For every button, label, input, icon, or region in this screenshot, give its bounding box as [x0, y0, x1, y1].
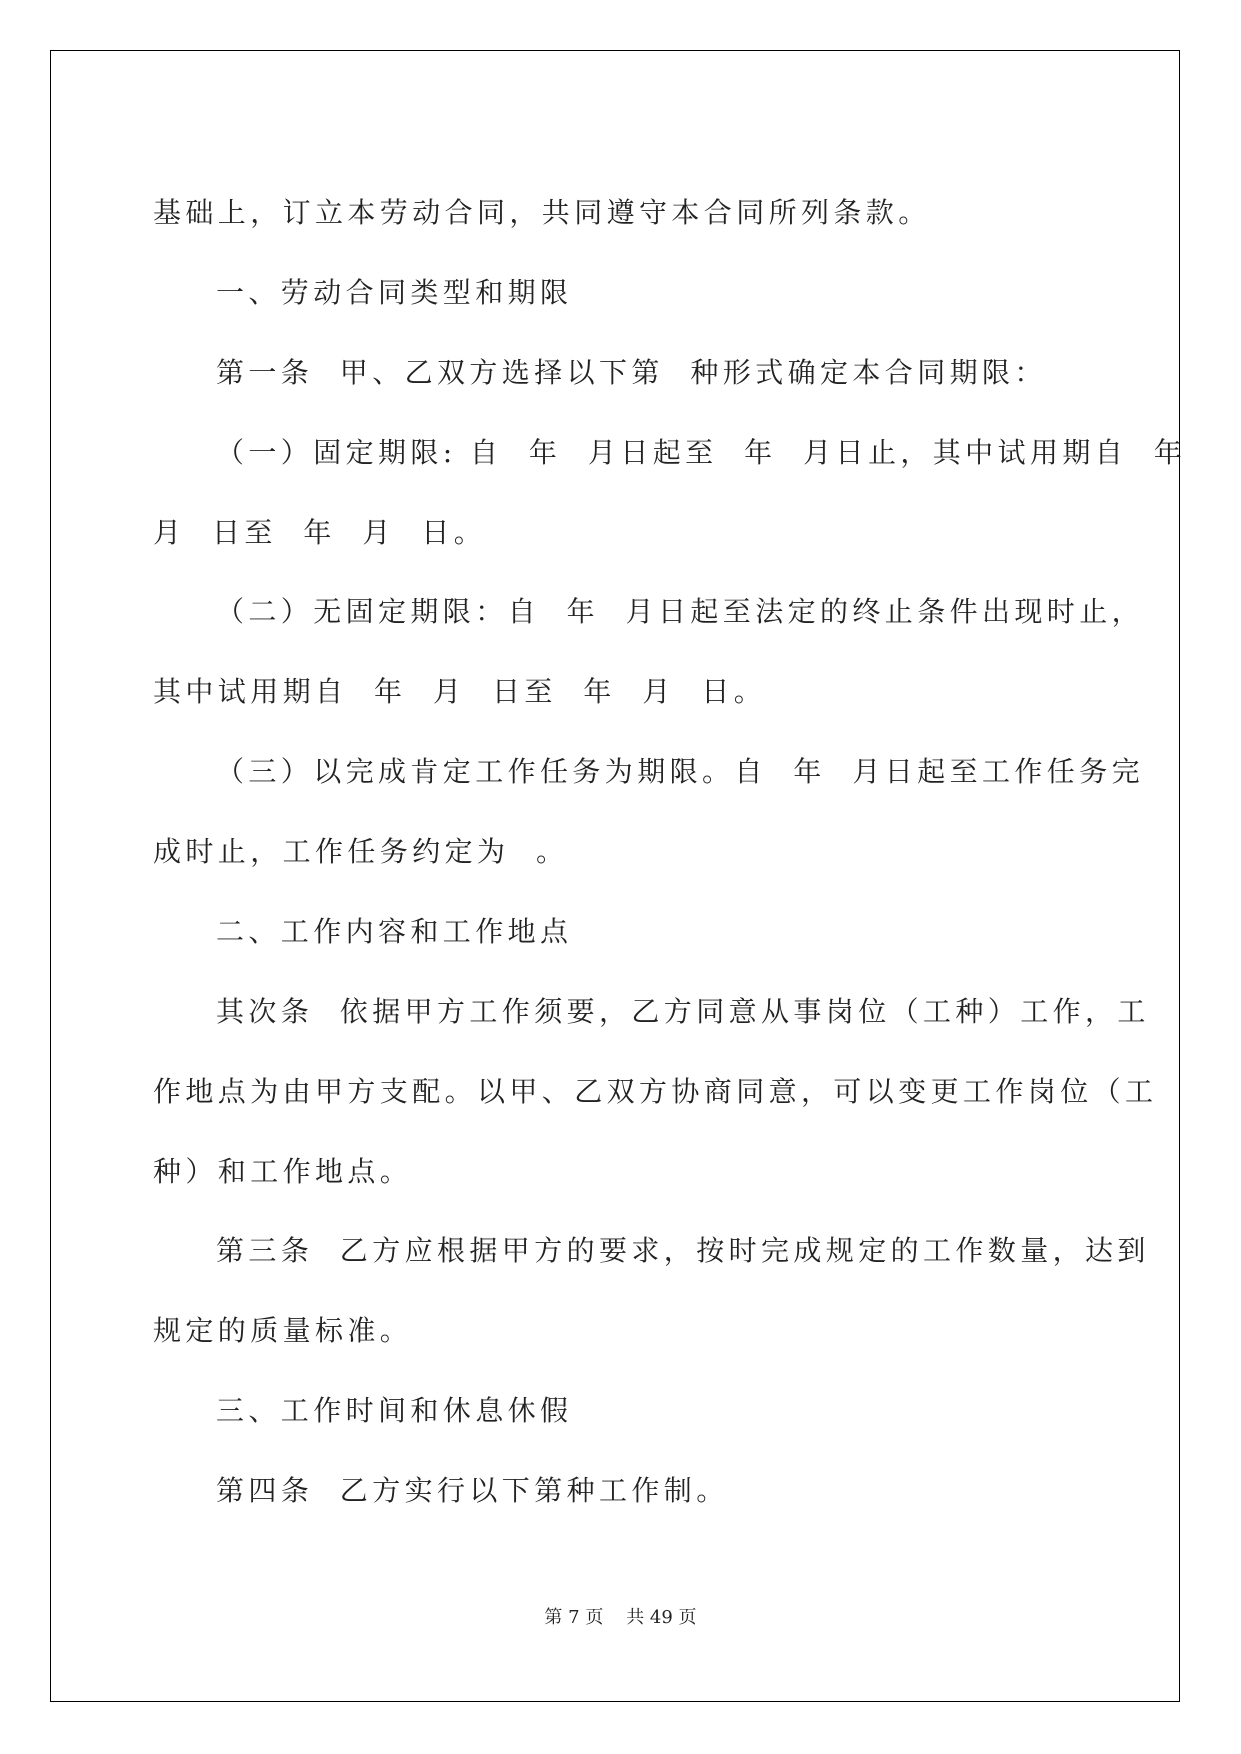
text-line: 其中试用期自 年 月 日至 年 月 日。: [153, 675, 767, 708]
text-line: 规定的质量标准。: [153, 1314, 413, 1347]
clause-text: （一）固定期限: 自 年 月日起至 年 月日止，其中试用期自 年: [216, 436, 1187, 469]
text-line: 基础上，订立本劳动合同，共同遵守本合同所列条款。: [153, 196, 931, 229]
document-page: [50, 50, 1187, 1702]
clause-text: （二）无固定期限：自 年 月日起至法定的终止条件出现时止，: [216, 595, 1145, 628]
section-heading: 三、工作时间和休息休假: [216, 1394, 573, 1427]
text-line: 月 日至 年 月 日。: [153, 516, 487, 549]
clause-text: 第三条 乙方应根据甲方的要求，按时完成规定的工作数量，达到: [216, 1234, 1150, 1267]
clause-text: （三）以完成肯定工作任务为期限。自 年 月日起至工作任务完: [216, 755, 1145, 788]
clause-text: 第一条 甲、乙双方选择以下第 种形式确定本合同期限：: [216, 356, 1047, 389]
section-heading: 一、劳动合同类型和期限: [216, 276, 573, 309]
section-heading: 二、工作内容和工作地点: [216, 915, 573, 948]
clause-text: 第四条 乙方实行以下第种工作制。: [216, 1474, 729, 1507]
text-line: 种）和工作地点。: [153, 1155, 413, 1188]
text-line: 成时止，工作任务约定为 。: [153, 835, 569, 868]
text-line: 作地点为由甲方支配。以甲、乙双方协商同意，可以变更工作岗位（工: [153, 1075, 1158, 1108]
clause-text: 其次条 依据甲方工作须要，乙方同意从事岗位（工种）工作，工: [216, 995, 1150, 1028]
page-number-footer: 第 7 页 共 49 页: [544, 1607, 697, 1628]
